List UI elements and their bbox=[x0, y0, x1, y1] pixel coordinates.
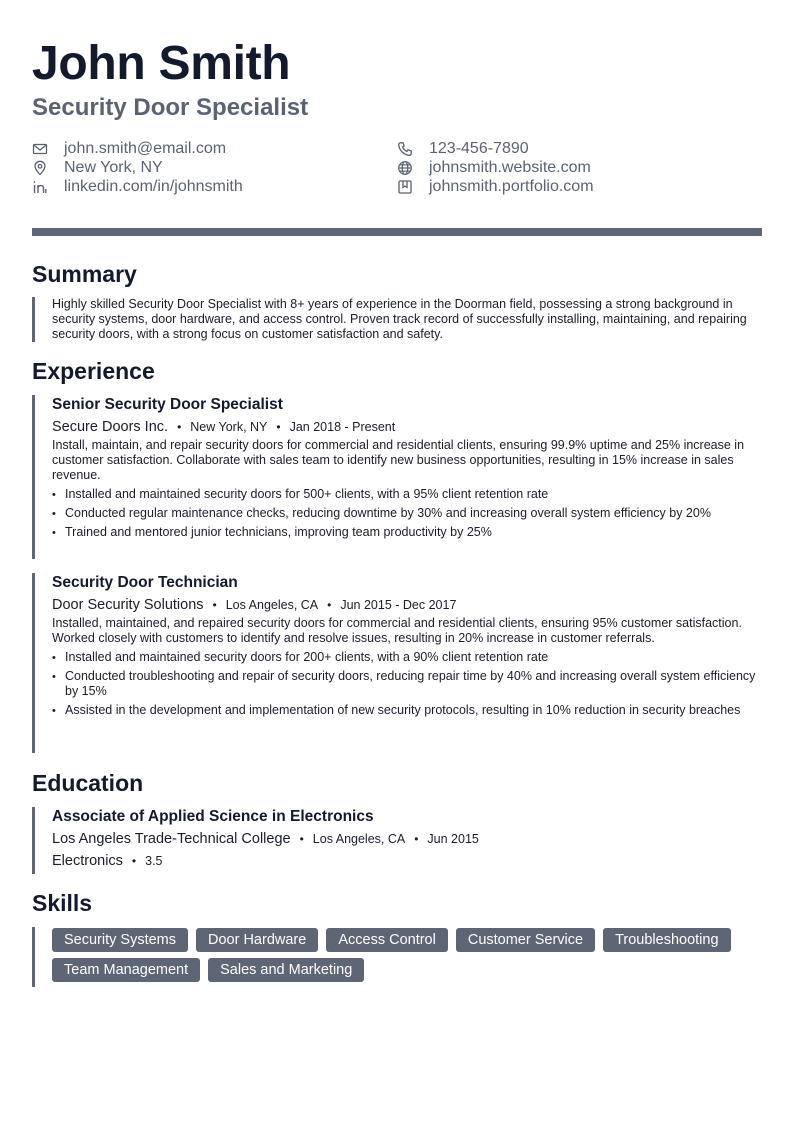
job-company: Door Security Solutions bbox=[52, 597, 204, 613]
experience-heading: Experience bbox=[32, 358, 155, 384]
skill-chip: Sales and Marketing bbox=[208, 958, 364, 982]
linkedin-icon bbox=[32, 179, 48, 195]
skill-chip: Access Control bbox=[326, 928, 448, 952]
skill-chip: Team Management bbox=[52, 958, 200, 982]
degree-title: Associate of Applied Science in Electronics bbox=[52, 808, 374, 825]
job-dates: Jun 2015 - Dec 2017 bbox=[340, 598, 457, 612]
map-pin-icon bbox=[32, 160, 48, 176]
job-bullet: • Conducted regular maintenance checks, reducing downtime by 30% and increasing overall system efficiency by 20% bbox=[52, 506, 762, 521]
job-bullet: • Installed and maintained security doors for 500+ clients, with a 95% client retention rate bbox=[52, 487, 762, 502]
contact-website[interactable] bbox=[397, 158, 591, 177]
job-bullet: • Installed and maintained security doors for 200+ clients, with a 90% client retention rate bbox=[52, 650, 762, 665]
summary-text: Highly skilled Security Door Specialist with 8+ years of experience in the Doorman field, possessing a strong background in security systems, door hardware, and access control. Proven track record of successfully installing, maintaining, and repairing security doors, with a strong focus on customer satisfaction and safety. bbox=[52, 297, 747, 341]
skill-chip-list bbox=[52, 927, 762, 982]
contact-portfolio[interactable] bbox=[397, 177, 594, 196]
job-entry bbox=[32, 573, 762, 753]
job-description: Install, maintain, and repair security doors for commercial and residential clients, ensuring 99.9% uptime and 25% increase in customer satisfaction. Collaborate with sales team to identify new business opportunities, resulting in 15% increase in sales revenue. bbox=[52, 438, 745, 482]
job-location: New York, NY bbox=[190, 420, 268, 434]
job-title: Senior Security Door Specialist bbox=[52, 396, 283, 413]
job-bullet: • Trained and mentored junior technicians, improving team productivity by 25% bbox=[52, 525, 762, 540]
summary-block bbox=[32, 297, 762, 342]
school-name: Los Angeles Trade-Technical College bbox=[52, 831, 291, 847]
job-bullets bbox=[52, 650, 762, 718]
contact-email[interactable] bbox=[32, 139, 226, 158]
contact-email-text: john.smith@email.com bbox=[64, 140, 227, 157]
education-heading: Education bbox=[32, 770, 144, 796]
education-entry bbox=[32, 807, 762, 874]
skills-block bbox=[32, 927, 762, 987]
separator-dot: • bbox=[131, 854, 137, 868]
contact-linkedin[interactable] bbox=[32, 177, 243, 196]
contact-portfolio-text: johnsmith.portfolio.com bbox=[429, 178, 594, 195]
separator-dot: • bbox=[327, 598, 332, 612]
summary-heading: Summary bbox=[32, 261, 137, 287]
skill-chip: Door Hardware bbox=[196, 928, 318, 952]
field-of-study: Electronics bbox=[52, 853, 123, 869]
skill-chip: Security Systems bbox=[52, 928, 188, 952]
job-bullet: • Conducted troubleshooting and repair of security doors, reducing repair time by 40% and increasing overall system efficiency by 15% bbox=[52, 669, 762, 699]
skills-heading: Skills bbox=[32, 890, 93, 916]
contact-phone[interactable] bbox=[397, 139, 529, 158]
globe-icon bbox=[397, 160, 413, 176]
education-field-row bbox=[52, 851, 762, 871]
contact-location bbox=[32, 158, 163, 177]
contact-linkedin-text: linkedin.com/in/johnsmith bbox=[64, 178, 243, 195]
school-location: Los Angeles, CA bbox=[312, 832, 406, 846]
separator-dot: • bbox=[212, 598, 217, 612]
job-meta bbox=[52, 595, 762, 615]
contact-website-text: johnsmith.website.com bbox=[429, 159, 591, 176]
graduation-date: Jun 2015 bbox=[427, 832, 479, 846]
job-title: Security Door Technician bbox=[52, 574, 238, 591]
job-description: Installed, maintained, and repaired security doors for commercial and residential clients, ensuring 95% customer satisfaction. Worked closely with customers to identify and resolve issues, resulting in 20% increase in customer referrals. bbox=[52, 616, 742, 645]
contact-phone-text: 123-456-7890 bbox=[429, 140, 529, 157]
separator-dot: • bbox=[299, 832, 304, 846]
candidate-name: John Smith bbox=[32, 37, 291, 90]
job-bullet: • Assisted in the development and implementation of new security protocols, resulting in 10% reduction in security breaches bbox=[52, 703, 762, 718]
gpa-value: 3.5 bbox=[145, 854, 163, 868]
job-company: Secure Doors Inc. bbox=[52, 419, 169, 435]
job-location: Los Angeles, CA bbox=[225, 598, 319, 612]
candidate-role: Security Door Specialist bbox=[32, 94, 309, 121]
envelope-icon bbox=[32, 141, 48, 157]
education-meta bbox=[52, 829, 762, 849]
skill-chip: Customer Service bbox=[456, 928, 595, 952]
job-bullets bbox=[52, 487, 762, 540]
header-divider bbox=[32, 228, 762, 236]
separator-dot: • bbox=[414, 832, 419, 846]
bookmark-icon bbox=[397, 179, 413, 195]
phone-icon bbox=[397, 141, 413, 157]
separator-dot: • bbox=[276, 420, 281, 434]
job-dates: Jan 2018 - Present bbox=[289, 420, 396, 434]
job-meta bbox=[52, 417, 762, 437]
job-entry bbox=[32, 395, 762, 559]
contact-location-text: New York, NY bbox=[64, 159, 163, 176]
skill-chip: Troubleshooting bbox=[603, 928, 730, 952]
separator-dot: • bbox=[177, 420, 182, 434]
